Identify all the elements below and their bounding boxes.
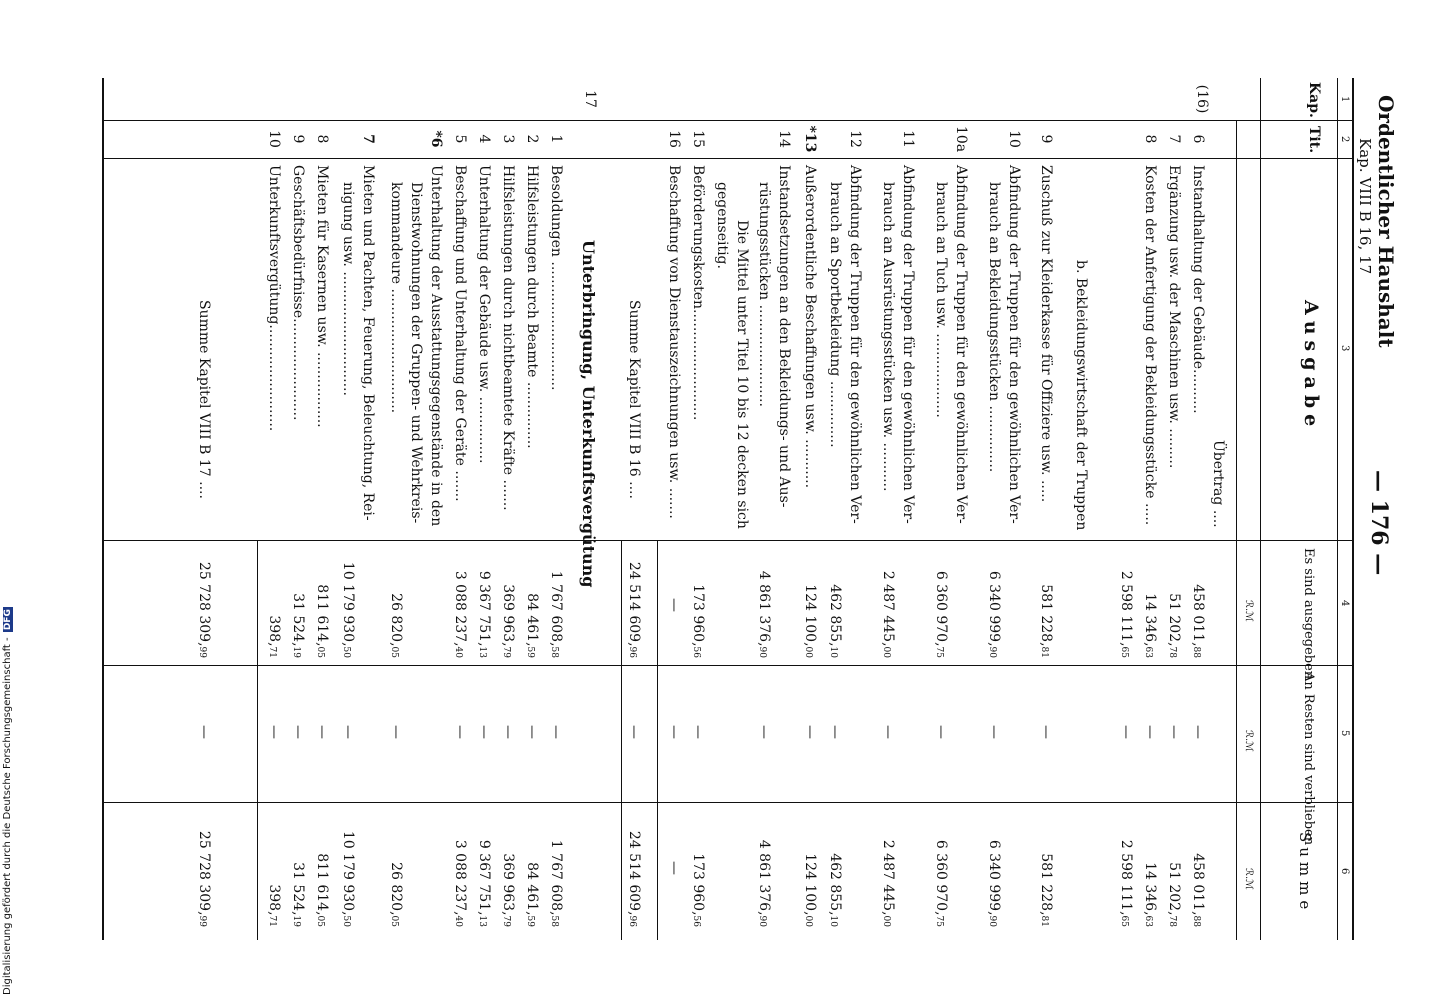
- table-top-rule: [1352, 78, 1354, 940]
- row-17-8-amount: 811 614,05: [314, 584, 330, 658]
- row-16-15-rest: —: [690, 725, 706, 739]
- row-17-8-tit: 8: [314, 134, 330, 144]
- chapter-17-kap: 17: [582, 90, 598, 108]
- row-16-8b-rest: —: [1118, 725, 1134, 739]
- row-17-5-rest: —: [452, 725, 468, 739]
- row-16-8b-sum: 2 598 111,65: [1118, 839, 1134, 927]
- chapter-17-total-label: Summe Kapitel VIII B 17 ....: [196, 300, 212, 499]
- row-16-8-rest: —: [1142, 725, 1158, 739]
- row-16-12-label2: brauch an Sportbekleidung ...............: [827, 182, 843, 448]
- header-rule: [1260, 78, 1261, 940]
- row-16-10-sum: 6 340 999,90: [986, 839, 1002, 927]
- row-16-13-tit: *13: [802, 125, 818, 153]
- header-subtitle: Kap. VIII B 16, 17: [1356, 138, 1374, 275]
- row-16-13-amount: 124 100,00: [802, 584, 818, 658]
- row-16-13-sum: 124 100,00: [802, 853, 818, 927]
- row-17-2-rest: —: [524, 725, 540, 739]
- row-16-7-tit: 7: [1166, 134, 1182, 144]
- row-17-6-tit: *6: [428, 130, 444, 148]
- tit-header: Tit.: [1306, 126, 1322, 154]
- row-16-8b-amount: 2 598 111,65: [1118, 570, 1134, 658]
- row-16-12-sum: 462 855,10: [827, 853, 843, 927]
- col5-divider: [104, 802, 1354, 803]
- row-17-10-amount: 398,71: [266, 615, 282, 658]
- row-17-3-sum: 369 963,79: [500, 853, 516, 927]
- row-16-12-amount: 462 855,10: [827, 584, 843, 658]
- section-b-heading: b. Bekleidungswirtschaft der Truppen: [1073, 260, 1089, 531]
- row-16-7-label: Ergänzung usw. der Maschinen usw. .........: [1166, 165, 1182, 469]
- row-17-2-tit: 2: [524, 134, 540, 144]
- chapter-16-total-rest: —: [626, 725, 642, 739]
- col5-header: An Resten sind verblieben: [1301, 672, 1316, 846]
- row-16-10a-sum: 6 360 970,75: [933, 839, 949, 927]
- row-17-1-tit: 1: [548, 134, 564, 144]
- row-16-9-label: Zuschuß zur Kleiderkasse für Offiziere usw. .....: [1038, 165, 1054, 503]
- row-17-7-label2: nigung usw. ............................: [340, 182, 356, 396]
- row-16-6-sum: 458 011,88: [1190, 853, 1206, 927]
- colnum-rule: [1337, 78, 1338, 940]
- col4-unit: ℛ.ℳ: [1243, 600, 1254, 622]
- colnum-2: 2: [1339, 136, 1350, 143]
- row-17-9-tit: 9: [290, 134, 306, 144]
- row-17-6-amount: 26 820,05: [388, 593, 404, 658]
- col4-divider: [104, 665, 1354, 666]
- row-17-4-label: Unterhaltung der Gebäude usw. ...............: [476, 165, 492, 464]
- row-17-5-amount: 3 088 237,40: [452, 570, 468, 658]
- row-16-11-amount: 2 487 445,00: [880, 570, 896, 658]
- row-17-10-sum: 398,71: [266, 884, 282, 927]
- row-17-8-label: Mieten für Kasernen usw. .................: [314, 165, 330, 428]
- chapter-16-total-amount: 24 514 609,96: [626, 561, 642, 658]
- total16-rule-top: [657, 540, 658, 940]
- row-16-11-sum: 2 487 445,00: [880, 839, 896, 927]
- row-17-3-rest: —: [500, 725, 516, 739]
- col3-divider: [104, 540, 1354, 541]
- row-17-6-label2: Dienstwohnungen der Gruppen- und Wehrkreis-: [408, 182, 424, 524]
- row-17-5-label: Beschaffung und Unterhaltung der Geräte .......: [452, 165, 468, 502]
- row-17-8-sum: 811 614,05: [314, 853, 330, 927]
- row-16-16-label: Beschaffung von Dienstauszeichnungen usw. .......: [666, 165, 682, 519]
- row-16-12-tit: 12: [847, 130, 863, 148]
- row-16-8-tit: 8: [1142, 134, 1158, 144]
- uebertrag-label: Übertrag ....: [1210, 440, 1226, 528]
- ausgabe-header: Ausgabe: [1300, 300, 1322, 433]
- row-17-6-label3: kommandeure ............................: [388, 182, 404, 414]
- row-16-7-sum: 51 202,78: [1166, 862, 1182, 927]
- row-17-7-rest: —: [340, 725, 356, 739]
- row-17-4-sum: 9 367 751,13: [476, 839, 492, 927]
- row-16-10a-tit: 10a: [953, 125, 969, 153]
- row-17-6-rest: —: [388, 725, 404, 739]
- row-17-1-label: Besoldungen .............................: [548, 165, 564, 391]
- row-17-6-label1: Unterhaltung der Ausstattungsgegenstände in den: [428, 165, 444, 527]
- row-16-6-tit: 6: [1190, 134, 1206, 144]
- total17-rule-top: [257, 540, 258, 940]
- row-16-12-label1: Abfindung der Truppen für den gewöhnlichen Ver-: [847, 165, 863, 524]
- row-17-6-sum: 26 820,05: [388, 862, 404, 927]
- note-line2: gegenseitig.: [714, 182, 730, 269]
- row-16-14-tit: 14: [776, 130, 792, 148]
- row-16-14-amount: 4 861 376,90: [756, 570, 772, 658]
- row-16-14-label2: rüstungsstücken .......................: [756, 182, 772, 407]
- row-16-11-rest: —: [880, 725, 896, 739]
- row-16-11-label2: brauch an Ausrüstungsstücken usw. ...........: [880, 182, 896, 492]
- row-16-8-label: Kosten der Anfertigung der Bekleidungsstücke .....: [1142, 165, 1158, 526]
- col4-header: Es sind ausgegeben: [1301, 548, 1316, 680]
- row-17-5-sum: 3 088 237,40: [452, 839, 468, 927]
- row-16-10a-label2: brauch an Tuch usw. ...................: [933, 182, 949, 418]
- row-17-2-sum: 84 461,59: [524, 862, 540, 927]
- row-17-7-amount: 10 179 930,50: [340, 561, 356, 658]
- row-17-7-label1: Mieten und Pachten, Feuerung, Beleuchtung, Rei-: [360, 165, 376, 521]
- row-17-9-sum: 31 524,19: [290, 862, 306, 927]
- row-17-2-label: Hilfsleistungen durch Beamte ...............: [524, 165, 540, 449]
- chapter-17-total-amount: 25 728 309,99: [196, 561, 212, 658]
- row-16-9-rest: —: [1038, 725, 1054, 739]
- row-17-10-label: Unterkunftsvergütung........................: [266, 165, 282, 432]
- row-16-16-tit: 16: [666, 130, 682, 148]
- row-16-8-sum: 14 346,63: [1142, 862, 1158, 927]
- row-16-14-label1: Instandsetzungen an den Bekleidungs- und Aus-: [776, 165, 792, 508]
- row-17-10-tit: 10: [266, 130, 282, 148]
- row-16-13-rest: —: [802, 725, 818, 739]
- row-16-15-tit: 15: [690, 130, 706, 148]
- row-16-10-label1: Abfindung der Truppen für den gewöhnlichen Ver-: [1006, 165, 1022, 524]
- row-16-16-rest: —: [666, 725, 682, 739]
- colnum-5: 5: [1339, 730, 1350, 737]
- row-16-15-label: Beförderungskosten.........................: [690, 165, 706, 421]
- row-16-16-sum: —: [666, 861, 682, 875]
- row-16-13-label1: Außerordentliche Beschaffungen usw. ...........: [802, 165, 818, 489]
- row-17-2-amount: 84 461,59: [524, 593, 540, 658]
- row-17-3-tit: 3: [500, 134, 516, 144]
- row-16-12-rest: —: [827, 725, 843, 739]
- row-16-8-amount: 14 346,63: [1142, 593, 1158, 658]
- digitization-credit: [2, 607, 13, 995]
- row-17-7-sum: 10 179 930,50: [340, 830, 356, 927]
- chapter-17-total-sum: 25 728 309,99: [196, 830, 212, 927]
- kap-header: Kap.: [1306, 82, 1322, 118]
- header-title: Ordentlicher Haushalt: [1374, 95, 1398, 348]
- unit-rule: [1236, 120, 1237, 940]
- row-17-1-sum: 1 767 608,58: [548, 839, 564, 927]
- credit-text: Digitalisierung gefördert durch die Deutsche Forschungsgemeinschaft -: [2, 637, 13, 995]
- row-16-16-amount: —: [666, 598, 682, 612]
- chapter-17-title: Unterbringung, Unterkunftsvergütung: [579, 240, 598, 588]
- row-16-9-amount: 581 228,81: [1038, 584, 1054, 658]
- row-16-11-label1: Abfindung der Truppen für den gewöhnlichen Ver-: [900, 165, 916, 524]
- col5-unit: ℛ.ℳ: [1243, 730, 1254, 752]
- colnum-4: 4: [1339, 600, 1350, 607]
- row-17-4-amount: 9 367 751,13: [476, 570, 492, 658]
- row-16-7-amount: 51 202,78: [1166, 593, 1182, 658]
- row-17-5-tit: 5: [452, 134, 468, 144]
- row-16-14-rest: —: [756, 725, 772, 739]
- row-16-6-amount: 458 011,88: [1190, 584, 1206, 658]
- row-16-10a-label1: Abfindung der Truppen für den gewöhnlichen Ver-: [953, 165, 969, 524]
- row-17-3-amount: 369 963,79: [500, 584, 516, 658]
- chapter-16-total-label: Summe Kapitel VIII B 16 ....: [626, 300, 642, 499]
- row-17-1-amount: 1 767 608,58: [548, 570, 564, 658]
- row-17-9-amount: 31 524,19: [290, 593, 306, 658]
- row-17-4-rest: —: [476, 725, 492, 739]
- row-16-6-label: Instandhaltung der Gebäude..........: [1190, 165, 1206, 414]
- row-16-15-amount: 173 960,56: [690, 584, 706, 658]
- note-line1: Die Mittel unter Titel 10 bis 12 decken sich: [734, 220, 750, 529]
- row-16-10-rest: —: [986, 725, 1002, 739]
- row-16-10-amount: 6 340 999,90: [986, 570, 1002, 658]
- page-number: — 176 —: [1366, 470, 1392, 576]
- row-17-3-label: Hilfsleistungen durch nichtbeamtete Kräfte .......: [500, 165, 516, 511]
- row-16-10-label2: brauch an Bekleidungsstücken ...............: [986, 182, 1002, 473]
- row-16-10a-amount: 6 360 970,75: [933, 570, 949, 658]
- row-16-14-sum: 4 861 376,90: [756, 839, 772, 927]
- colnum-1: 1: [1339, 96, 1350, 103]
- row-17-7-tit: 7: [360, 134, 376, 144]
- chapter-16-total-sum: 24 514 609,96: [626, 830, 642, 927]
- row-16-9-sum: 581 228,81: [1038, 853, 1054, 927]
- row-16-10-tit: 10: [1006, 130, 1022, 148]
- col6-unit: ℛ.ℳ: [1243, 868, 1254, 890]
- colnum-6: 6: [1339, 868, 1350, 875]
- row-17-9-label: Geschäftsbedürfnisse.......................: [290, 165, 306, 421]
- row-17-4-tit: 4: [476, 134, 492, 144]
- col6-header: Summe: [1296, 832, 1314, 915]
- row-17-9-rest: —: [290, 725, 306, 739]
- row-16-9-tit: 9: [1038, 134, 1054, 144]
- dfg-logo: DFG: [3, 609, 13, 631]
- row-17-10-rest: —: [266, 725, 282, 739]
- chapter-17-total-rest: —: [196, 725, 212, 739]
- row-16-7-rest: —: [1166, 725, 1182, 739]
- row-17-1-rest: —: [548, 725, 564, 739]
- table-bottom-rule: [102, 78, 104, 940]
- chapter-16-kap: (16): [1194, 84, 1210, 114]
- row-17-8-rest: —: [314, 725, 330, 739]
- row-16-6-rest: —: [1190, 725, 1206, 739]
- total16-rule-bottom: [621, 540, 622, 940]
- row-16-15-sum: 173 960,56: [690, 853, 706, 927]
- row-16-11-tit: 11: [900, 130, 916, 148]
- row-16-10a-rest: —: [933, 725, 949, 739]
- colnum-3: 3: [1339, 345, 1350, 352]
